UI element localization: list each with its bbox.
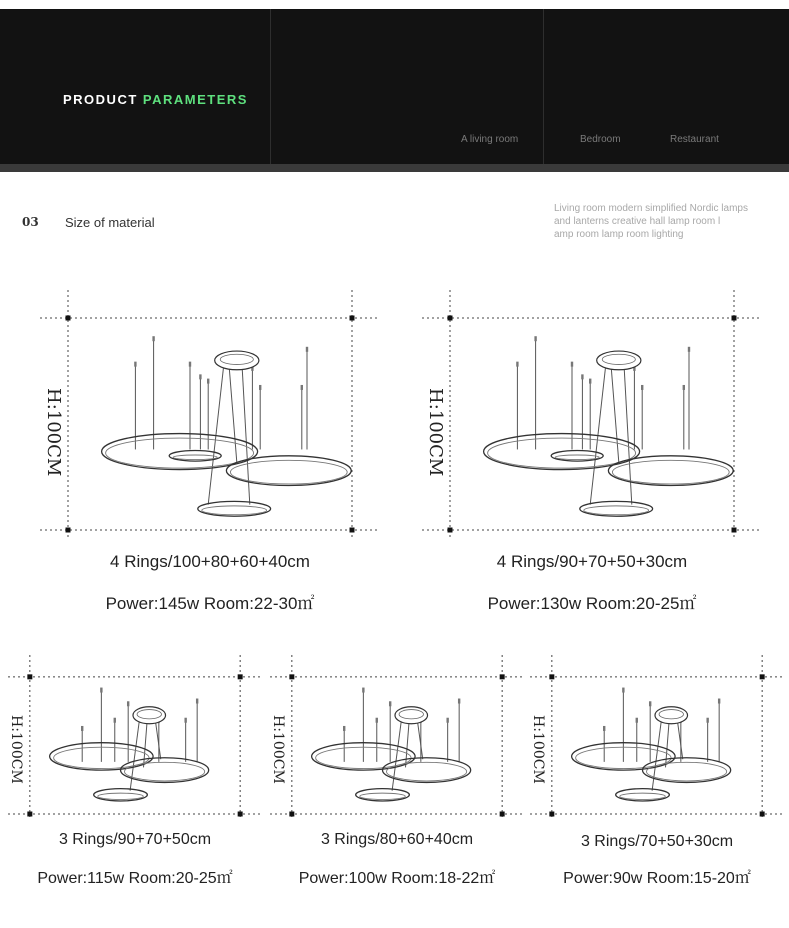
- frame-corner-dot: [760, 674, 765, 679]
- product-panel-2: [422, 290, 762, 613]
- rod-cap: [81, 726, 83, 731]
- frame-corner-dot: [549, 812, 554, 817]
- power-room-spec: Power:115w Room:20-25㎡: [37, 870, 233, 887]
- rings-spec: 4 Rings/100+80+60+40cm: [110, 552, 310, 571]
- description-line: amp room lamp room lighting: [554, 229, 684, 240]
- frame-corner-dot: [448, 316, 453, 321]
- light-ring-inner: [620, 793, 666, 799]
- light-ring-inner: [173, 455, 217, 460]
- rings-spec: 3 Rings/80+60+40cm: [320, 831, 474, 848]
- ceiling-canopy: [215, 351, 259, 370]
- header-banner: [0, 9, 789, 164]
- rod-cap: [114, 718, 116, 723]
- suspension-wire: [666, 718, 670, 767]
- rod-cap: [199, 374, 201, 379]
- chandelier-drawing: [270, 655, 524, 820]
- rod-cap: [581, 374, 583, 379]
- light-ring-inner: [488, 438, 636, 468]
- rod-cap: [362, 688, 364, 693]
- rod-cap: [534, 336, 536, 341]
- suspension-wire: [624, 365, 632, 505]
- description-line: Living room modern simplified Nordic lamps: [554, 203, 748, 214]
- frame-corner-dot: [500, 674, 505, 679]
- frame-corner-dot: [732, 528, 737, 533]
- frame-corner-dot: [500, 812, 505, 817]
- banner-divider: [270, 9, 271, 164]
- rod-cap: [259, 385, 261, 390]
- product-panel-1: [40, 290, 380, 613]
- rings-spec: 4 Rings/90+70+50+30cm: [496, 552, 688, 571]
- suspension-wire: [677, 718, 683, 759]
- rod-cap: [301, 385, 303, 390]
- light-ring-inner: [98, 793, 144, 799]
- chandelier-drawing: [8, 655, 262, 820]
- rod-cap: [343, 726, 345, 731]
- frame-corner-dot: [66, 316, 71, 321]
- height-label: H:100CM: [529, 715, 546, 784]
- frame-corner-dot: [350, 528, 355, 533]
- light-ring-inner: [387, 762, 467, 781]
- frame-corner-dot: [238, 812, 243, 817]
- product-panel-4: [269, 655, 524, 887]
- rod-cap: [516, 362, 518, 367]
- rod-cap: [589, 379, 591, 384]
- frame-corner-dot: [760, 812, 765, 817]
- rod-cap: [706, 718, 708, 723]
- rod-cap: [184, 718, 186, 723]
- section-number: 03: [22, 215, 39, 229]
- chandelier-drawing: [40, 290, 380, 540]
- rod-cap: [688, 347, 690, 352]
- frame-corner-dot: [732, 316, 737, 321]
- frame-corner-dot: [27, 812, 32, 817]
- rod-cap: [622, 688, 624, 693]
- rod-cap: [636, 718, 638, 723]
- product-panel-3: [7, 655, 262, 887]
- light-ring-inner: [106, 438, 254, 468]
- suspension-wire: [406, 718, 410, 767]
- rod-cap: [152, 336, 154, 341]
- light-ring: [580, 501, 653, 516]
- height-label: H:100CM: [425, 388, 446, 477]
- height-label: H:100CM: [269, 715, 286, 784]
- light-ring: [383, 758, 471, 783]
- light-ring-inner: [202, 506, 267, 515]
- power-room-spec: Power:145w Room:22-30㎡: [105, 594, 315, 613]
- rod-cap: [458, 699, 460, 704]
- rod-cap: [641, 385, 643, 390]
- rod-cap: [127, 701, 129, 706]
- frame-corner-dot: [66, 528, 71, 533]
- suspension-wire: [417, 718, 423, 759]
- banner-title: [63, 92, 248, 107]
- light-ring: [121, 758, 209, 783]
- height-label: H:100CM: [7, 715, 24, 784]
- frame-corner-dot: [350, 316, 355, 321]
- light-ring-inner: [360, 793, 406, 799]
- height-label: H:100CM: [43, 388, 64, 477]
- room-label-living: A living room: [461, 134, 519, 145]
- frame-corner-dot: [289, 674, 294, 679]
- light-ring-inner: [555, 455, 599, 460]
- suspension-wire: [242, 365, 250, 505]
- rod-cap: [683, 385, 685, 390]
- banner-divider: [543, 9, 544, 164]
- frame-corner-dot: [289, 812, 294, 817]
- power-room-spec: Power:130w Room:20-25㎡: [487, 594, 697, 613]
- product-panel-5: [529, 655, 784, 887]
- suspension-wire: [155, 718, 161, 759]
- suspension-wire: [229, 365, 237, 463]
- suspension-wire: [144, 718, 148, 767]
- light-ring: [643, 758, 731, 783]
- banner-title-part2: PARAMETERS: [142, 92, 248, 107]
- rod-cap: [718, 699, 720, 704]
- description-line: and lanterns creative hall lamp room l: [554, 216, 721, 227]
- rod-cap: [571, 362, 573, 367]
- rod-cap: [207, 379, 209, 384]
- rod-cap: [446, 718, 448, 723]
- rod-cap: [389, 701, 391, 706]
- banner-bottom-strip: [0, 164, 789, 172]
- rod-cap: [134, 362, 136, 367]
- frame-corner-dot: [549, 674, 554, 679]
- frame-corner-dot: [448, 528, 453, 533]
- chandelier-drawing: [530, 655, 784, 820]
- rod-cap: [100, 688, 102, 693]
- rings-spec: 3 Rings/70+50+30cm: [580, 833, 734, 850]
- room-label-bedroom: Bedroom: [580, 134, 621, 145]
- light-ring: [198, 501, 271, 516]
- rod-cap: [603, 726, 605, 731]
- light-ring-inner: [647, 762, 727, 781]
- ceiling-canopy: [597, 351, 641, 370]
- section-description: [554, 202, 769, 241]
- light-ring-inner: [125, 762, 205, 781]
- suspension-wire: [611, 365, 619, 463]
- chandelier-drawing: [422, 290, 762, 540]
- room-label-restaurant: Restaurant: [670, 134, 719, 145]
- power-room-spec: Power:90w Room:15-20㎡: [563, 870, 751, 887]
- frame-corner-dot: [238, 674, 243, 679]
- rod-cap: [649, 701, 651, 706]
- light-ring-inner: [584, 506, 649, 515]
- section-title: Size of material: [65, 215, 155, 230]
- power-room-spec: Power:100w Room:18-22㎡: [298, 870, 496, 887]
- banner-title-part1: PRODUCT: [63, 92, 138, 107]
- rod-cap: [376, 718, 378, 723]
- frame-corner-dot: [27, 674, 32, 679]
- rod-cap: [196, 699, 198, 704]
- rings-spec: 3 Rings/90+70+50cm: [58, 831, 212, 848]
- rod-cap: [189, 362, 191, 367]
- rod-cap: [306, 347, 308, 352]
